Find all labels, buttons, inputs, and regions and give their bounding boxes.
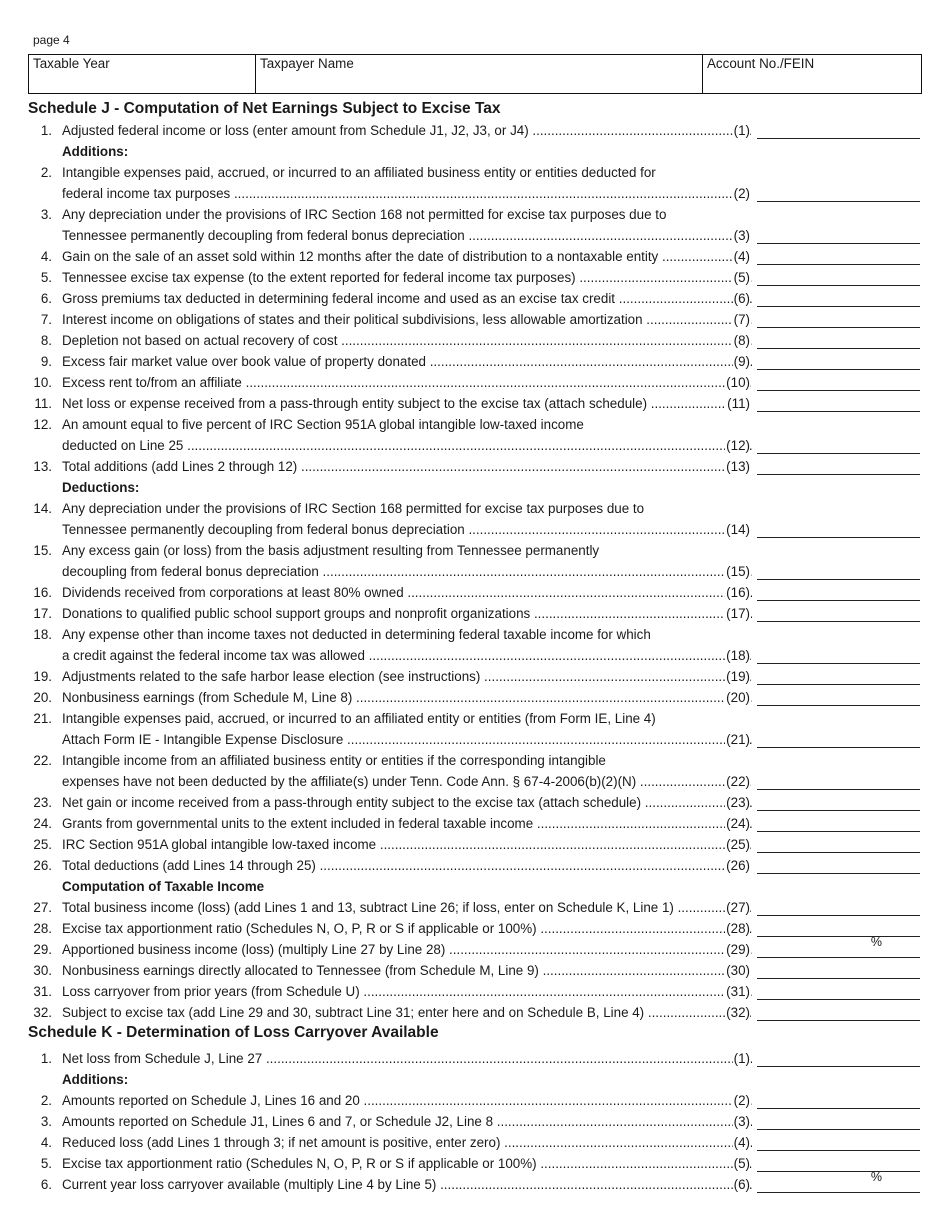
line-description: Any excess gain (or loss) from the basis adjustment resulting from Tennessee permanently bbox=[62, 543, 600, 558]
schedule-j-line-row-continued bbox=[0, 564, 950, 585]
amount-input-line[interactable] bbox=[757, 348, 920, 349]
line-reference: (11) bbox=[727, 396, 750, 411]
amount-input-line[interactable] bbox=[757, 600, 920, 601]
amount-input-line[interactable] bbox=[757, 999, 920, 1000]
line-reference: (24) bbox=[726, 816, 750, 831]
amount-input-line[interactable] bbox=[757, 684, 920, 685]
line-number: 29. bbox=[33, 942, 52, 957]
line-number: 14. bbox=[33, 501, 52, 516]
schedule-k-line-row bbox=[0, 1177, 950, 1198]
line-reference: (8) bbox=[733, 333, 750, 348]
line-description: Intangible expenses paid, accrued, or incurred to an affiliated entity or entities (from Form IE, Line 4) bbox=[62, 711, 656, 726]
percent-sign: % bbox=[870, 935, 882, 949]
line-reference: (2) bbox=[733, 1093, 750, 1108]
line-reference: (4) bbox=[733, 249, 750, 264]
schedule-j-line-row bbox=[0, 417, 950, 438]
amount-input-line[interactable] bbox=[757, 453, 920, 454]
line-description: Any depreciation under the provisions of IRC Section 168 permitted for excise tax purposes due to bbox=[62, 501, 645, 516]
line-number: 18. bbox=[33, 627, 52, 642]
amount-input-line[interactable] bbox=[757, 957, 920, 958]
taxable-year-label: Taxable Year bbox=[33, 56, 110, 71]
line-number: 13. bbox=[33, 459, 52, 474]
line-reference: (10) bbox=[726, 375, 750, 390]
line-description: An amount equal to five percent of IRC Section 951A global intangible low-taxed income bbox=[62, 417, 584, 432]
line-reference: (13) bbox=[726, 459, 750, 474]
amount-input-line[interactable] bbox=[757, 264, 920, 265]
line-number: 21. bbox=[33, 711, 52, 726]
line-description-continued: a credit against the federal income tax was allowed ..... bbox=[62, 648, 752, 663]
amount-input-line[interactable] bbox=[757, 537, 920, 538]
schedule-j-line-row bbox=[0, 501, 950, 522]
line-reference: (18) bbox=[726, 648, 750, 663]
line-description: Adjustments related to the safe harbor lease election (see instructions) ..... bbox=[62, 669, 752, 684]
line-description: Net loss from Schedule J, Line 27 ..... bbox=[62, 1051, 752, 1066]
line-reference: (23) bbox=[726, 795, 750, 810]
schedule-j-line-row-continued bbox=[0, 522, 950, 543]
schedule-j-line-row bbox=[0, 459, 950, 480]
schedule-j-line-row bbox=[0, 837, 950, 858]
amount-input-line[interactable] bbox=[757, 243, 920, 244]
line-number: 22. bbox=[33, 753, 52, 768]
line-number: 16. bbox=[33, 585, 52, 600]
amount-input-line[interactable] bbox=[757, 831, 920, 832]
account-no-field[interactable] bbox=[703, 55, 921, 93]
line-description: Total deductions (add Lines 14 through 25) ..... bbox=[62, 858, 752, 873]
schedule-j-line-row bbox=[0, 795, 950, 816]
line-description: Depletion not based on actual recovery of cost ..... bbox=[62, 333, 752, 348]
line-number: 23. bbox=[33, 795, 52, 810]
schedule-j-line-row bbox=[0, 270, 950, 291]
line-number: 1. bbox=[40, 123, 52, 138]
line-number: 20. bbox=[33, 690, 52, 705]
line-reference: (5) bbox=[733, 270, 750, 285]
line-number: 1. bbox=[40, 1051, 52, 1066]
line-reference: (3) bbox=[733, 228, 750, 243]
line-number: 28. bbox=[33, 921, 52, 936]
line-number: 31. bbox=[33, 984, 52, 999]
line-description: Excise tax apportionment ratio (Schedules N, O, P, R or S if applicable or 100%) ..... bbox=[62, 921, 752, 936]
amount-input-line[interactable] bbox=[757, 1129, 920, 1130]
account-no-label: Account No./FEIN bbox=[707, 56, 815, 71]
line-reference: (21) bbox=[726, 732, 750, 747]
line-number: 3. bbox=[40, 1114, 52, 1129]
line-reference: (6) bbox=[733, 1177, 750, 1192]
line-number: 9. bbox=[40, 354, 52, 369]
line-reference: (7) bbox=[733, 312, 750, 327]
line-reference: (12) bbox=[726, 438, 750, 453]
amount-input-line[interactable] bbox=[757, 201, 920, 202]
line-reference: (14) bbox=[726, 522, 750, 537]
schedule-j-line-row bbox=[0, 900, 950, 921]
line-description: Gain on the sale of an asset sold within 12 months after the date of distribution to a nontaxable entity ..... bbox=[62, 249, 752, 264]
amount-input-line[interactable] bbox=[757, 369, 920, 370]
line-description: Donations to qualified public school support groups and nonprofit organizations ..... bbox=[62, 606, 752, 621]
line-reference: (31) bbox=[726, 984, 750, 999]
line-number: 17. bbox=[33, 606, 52, 621]
line-description: Adjusted federal income or loss (enter amount from Schedule J1, J2, J3, or J4) ..... bbox=[62, 123, 752, 138]
schedule-k-line-row bbox=[0, 1051, 950, 1072]
line-number: 27. bbox=[33, 900, 52, 915]
amount-input-line[interactable] bbox=[757, 1108, 920, 1109]
line-number: 8. bbox=[40, 333, 52, 348]
amount-input-line[interactable] bbox=[757, 306, 920, 307]
schedule-k-title: Schedule K - Determination of Loss Carryover Available bbox=[28, 1024, 439, 1041]
schedule-j-line-row bbox=[0, 354, 950, 375]
line-description: Loss carryover from prior years (from Schedule U) ..... bbox=[62, 984, 752, 999]
line-number: 25. bbox=[33, 837, 52, 852]
line-description: Reduced loss (add Lines 1 through 3; if net amount is positive, enter zero) ..... bbox=[62, 1135, 752, 1150]
line-description: Current year loss carryover available (multiply Line 4 by Line 5) ..... bbox=[62, 1177, 752, 1192]
line-number: 15. bbox=[33, 543, 52, 558]
line-description: IRC Section 951A global intangible low-taxed income ..... bbox=[62, 837, 752, 852]
line-reference: (2) bbox=[733, 186, 750, 201]
schedule-j-line-row bbox=[0, 333, 950, 354]
schedule-j-line-row bbox=[0, 312, 950, 333]
line-description-continued: federal income tax purposes ..... bbox=[62, 186, 752, 201]
line-description: Grants from governmental units to the extent included in federal taxable income ..... bbox=[62, 816, 752, 831]
line-reference: (16) bbox=[726, 585, 750, 600]
line-number: 24. bbox=[33, 816, 52, 831]
line-number: 5. bbox=[40, 270, 52, 285]
schedule-j-line-row bbox=[0, 753, 950, 774]
amount-input-line[interactable] bbox=[757, 1066, 920, 1067]
amount-input-line[interactable] bbox=[757, 1150, 920, 1151]
schedule-j-line-row bbox=[0, 858, 950, 879]
schedule-j-line-row bbox=[0, 207, 950, 228]
schedule-j-line-row bbox=[0, 606, 950, 627]
amount-input-line[interactable] bbox=[757, 852, 920, 853]
line-description: Amounts reported on Schedule J, Lines 16 and 20 ..... bbox=[62, 1093, 752, 1108]
schedule-j-line-row-continued bbox=[0, 438, 950, 459]
computation-heading: Computation of Taxable Income bbox=[62, 879, 265, 894]
schedule-j-line-row bbox=[0, 921, 950, 949]
line-description: Excess fair market value over book value of property donated ..... bbox=[62, 354, 752, 369]
page-number: page 4 bbox=[33, 33, 70, 47]
line-number: 30. bbox=[33, 963, 52, 978]
line-reference: (5) bbox=[733, 1156, 750, 1171]
line-description: Excise tax apportionment ratio (Schedules N, O, P, R or S if applicable or 100%) ..... bbox=[62, 1156, 752, 1171]
amount-input-line[interactable] bbox=[757, 935, 920, 949]
line-reference: (3) bbox=[733, 1114, 750, 1129]
schedule-k-line-row bbox=[0, 1114, 950, 1135]
line-number: 3. bbox=[40, 207, 52, 222]
line-number: 2. bbox=[40, 165, 52, 180]
amount-input-line[interactable] bbox=[757, 747, 920, 748]
amount-input-line[interactable] bbox=[757, 978, 920, 979]
line-number: 4. bbox=[40, 249, 52, 264]
schedule-j-line-row bbox=[0, 690, 950, 711]
line-number: 5. bbox=[40, 1156, 52, 1171]
schedule-j-line-row-continued bbox=[0, 228, 950, 249]
amount-input-line[interactable] bbox=[757, 705, 920, 706]
amount-input-line[interactable] bbox=[757, 915, 920, 916]
line-number: 11. bbox=[34, 396, 52, 411]
amount-input-line[interactable] bbox=[757, 474, 920, 475]
schedule-j-line-row bbox=[0, 669, 950, 690]
line-reference: (25) bbox=[726, 837, 750, 852]
percent-sign: % bbox=[870, 1170, 882, 1184]
schedule-j-line-row-continued bbox=[0, 186, 950, 207]
line-description: Total additions (add Lines 2 through 12) ..... bbox=[62, 459, 752, 474]
line-number: 10. bbox=[33, 375, 52, 390]
line-description: Dividends received from corporations at least 80% owned ..... bbox=[62, 585, 752, 600]
schedule-j-line-row bbox=[0, 1005, 950, 1026]
line-reference: (15) bbox=[726, 564, 750, 579]
additions-heading: Additions: bbox=[62, 144, 129, 159]
taxpayer-name-field[interactable] bbox=[256, 55, 703, 93]
taxpayer-header-box bbox=[28, 54, 922, 94]
schedule-j-line-row bbox=[0, 543, 950, 564]
amount-input-line[interactable] bbox=[757, 390, 920, 391]
amount-input-line[interactable] bbox=[757, 411, 920, 412]
line-description: Amounts reported on Schedule J1, Lines 6 and 7, or Schedule J2, Line 8 ..... bbox=[62, 1114, 752, 1129]
line-reference: (32) bbox=[726, 1005, 750, 1020]
line-description-continued: Tennessee permanently decoupling from federal bonus depreciation ..... bbox=[62, 228, 752, 243]
schedule-k-line-row bbox=[0, 1156, 950, 1184]
line-reference: (30) bbox=[726, 963, 750, 978]
line-reference: (26) bbox=[726, 858, 750, 873]
amount-input-line[interactable] bbox=[757, 621, 920, 622]
amount-input-line[interactable] bbox=[757, 285, 920, 286]
line-reference: (20) bbox=[726, 690, 750, 705]
line-description-continued: Tennessee permanently decoupling from federal bonus depreciation ..... bbox=[62, 522, 752, 537]
line-reference: (27) bbox=[726, 900, 750, 915]
line-reference: (29) bbox=[726, 942, 750, 957]
schedule-j-line-row bbox=[0, 711, 950, 732]
line-reference: (22) bbox=[726, 774, 750, 789]
schedule-j-line-row bbox=[0, 123, 950, 144]
schedule-k-line-row bbox=[0, 1093, 950, 1114]
line-description: Gross premiums tax deducted in determining federal income and used as an excise tax credit ..... bbox=[62, 291, 752, 306]
line-number: 6. bbox=[40, 1177, 52, 1192]
line-description: Net gain or income received from a pass-through entity subject to the excise tax (attach schedule) ..... bbox=[62, 795, 752, 810]
line-reference: (28) bbox=[726, 921, 750, 936]
line-number: 7. bbox=[40, 312, 52, 327]
line-number: 4. bbox=[40, 1135, 52, 1150]
line-reference: (9) bbox=[733, 354, 750, 369]
line-number: 32. bbox=[33, 1005, 52, 1020]
amount-input-line[interactable] bbox=[757, 138, 920, 139]
line-number: 19. bbox=[33, 669, 52, 684]
line-description: Any depreciation under the provisions of IRC Section 168 not permitted for excise tax purposes due to bbox=[62, 207, 667, 222]
amount-input-line[interactable] bbox=[757, 873, 920, 874]
line-number: 2. bbox=[40, 1093, 52, 1108]
line-description-continued: decoupling from federal bonus depreciation ..... bbox=[62, 564, 752, 579]
line-number: 6. bbox=[40, 291, 52, 306]
amount-input-line[interactable] bbox=[757, 810, 920, 811]
line-reference: (1) bbox=[733, 123, 750, 138]
line-reference: (19) bbox=[726, 669, 750, 684]
line-description: Excess rent to/from an affiliate ..... bbox=[62, 375, 752, 390]
schedule-j-line-row bbox=[0, 627, 950, 648]
line-reference: (6) bbox=[733, 291, 750, 306]
schedule-j-line-row-continued bbox=[0, 732, 950, 753]
schedule-j-title: Schedule J - Computation of Net Earnings Subject to Excise Tax bbox=[28, 100, 501, 117]
line-description: Intangible income from an affiliated business entity or entities if the corresponding intangible bbox=[62, 753, 606, 768]
deductions-heading: Deductions: bbox=[62, 480, 140, 495]
schedule-j-line-row bbox=[0, 984, 950, 1005]
line-number: 12. bbox=[33, 417, 52, 432]
schedule-j-line-row bbox=[0, 375, 950, 396]
line-description: Intangible expenses paid, accrued, or incurred to an affiliated business entity or entities deducted for bbox=[62, 165, 656, 180]
line-description-continued: expenses have not been deducted by the affiliate(s) under Tenn. Code Ann. § 67-4-2006(b)(2)(N) ..... bbox=[62, 774, 752, 789]
line-reference: (4) bbox=[733, 1135, 750, 1150]
schedule-j-line-row bbox=[0, 165, 950, 186]
amount-input-line[interactable] bbox=[757, 1020, 920, 1021]
line-number: 26. bbox=[33, 858, 52, 873]
amount-input-line[interactable] bbox=[757, 663, 920, 664]
amount-input-line[interactable] bbox=[757, 789, 920, 790]
line-description-continued: Attach Form IE - Intangible Expense Disclosure ..... bbox=[62, 732, 752, 747]
line-description: Any expense other than income taxes not deducted in determining federal taxable income for which bbox=[62, 627, 651, 642]
line-reference: (1) bbox=[733, 1051, 750, 1066]
taxpayer-name-label: Taxpayer Name bbox=[260, 56, 354, 71]
amount-input-line[interactable] bbox=[757, 1192, 920, 1193]
line-description: Nonbusiness earnings directly allocated to Tennessee (from Schedule M, Line 9) ..... bbox=[62, 963, 752, 978]
line-description: Interest income on obligations of states and their political subdivisions, less allowable amortization ..... bbox=[62, 312, 752, 327]
line-description: Total business income (loss) (add Lines 1 and 13, subtract Line 26; if loss, enter on Schedule K, Line 1) ..... bbox=[62, 900, 752, 915]
schedule-j-line-row bbox=[0, 249, 950, 270]
taxable-year-field[interactable] bbox=[29, 55, 256, 93]
schedule-j-line-row-continued bbox=[0, 774, 950, 795]
schedule-j-line-row bbox=[0, 291, 950, 312]
line-description: Nonbusiness earnings (from Schedule M, Line 8) ..... bbox=[62, 690, 752, 705]
schedule-j-line-row bbox=[0, 963, 950, 984]
line-description-continued: deducted on Line 25 ..... bbox=[62, 438, 752, 453]
schedule-j-line-row-continued bbox=[0, 648, 950, 669]
amount-input-line[interactable] bbox=[757, 1170, 920, 1184]
schedule-j-line-row bbox=[0, 942, 950, 963]
schedule-k-line-row bbox=[0, 1135, 950, 1156]
schedule-j-line-row bbox=[0, 396, 950, 417]
schedule-j-line-row bbox=[0, 585, 950, 606]
line-description: Apportioned business income (loss) (multiply Line 27 by Line 28) ..... bbox=[62, 942, 752, 957]
line-description: Subject to excise tax (add Line 29 and 30, subtract Line 31; enter here and on Schedule B, Line 4) ..... bbox=[62, 1005, 752, 1020]
line-description: Tennessee excise tax expense (to the extent reported for federal income tax purposes) ..... bbox=[62, 270, 752, 285]
line-reference: (17) bbox=[726, 606, 750, 621]
amount-input-line[interactable] bbox=[757, 327, 920, 328]
amount-input-line[interactable] bbox=[757, 579, 920, 580]
additions-heading: Additions: bbox=[62, 1072, 129, 1087]
schedule-j-line-row bbox=[0, 816, 950, 837]
line-description: Net loss or expense received from a pass-through entity subject to the excise tax (attach schedule) ..... bbox=[62, 396, 752, 411]
